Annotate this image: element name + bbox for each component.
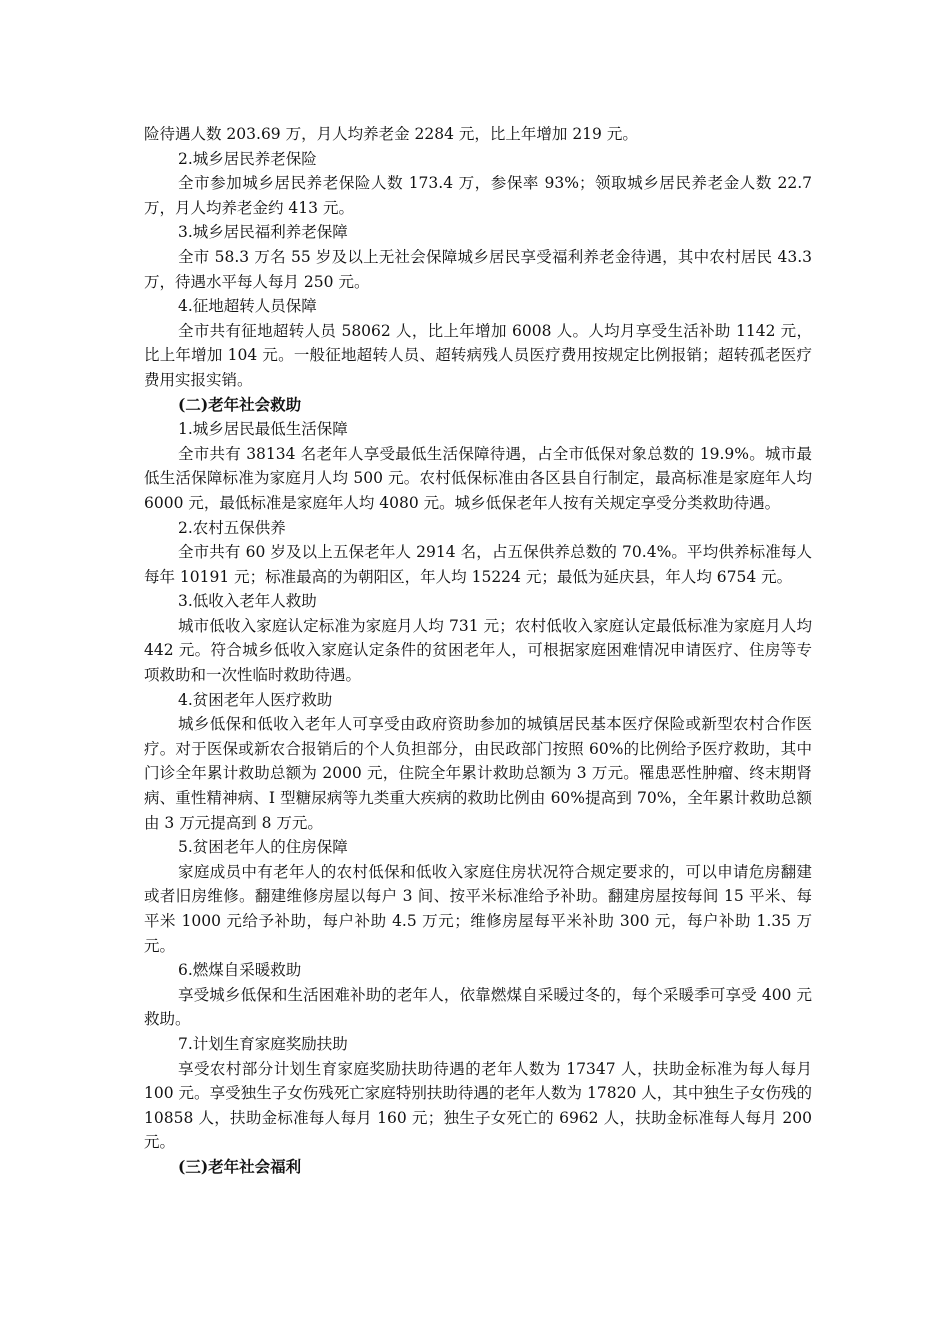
subsection-title: 7.计划生育家庭奖励扶助 (178, 1034, 348, 1053)
subsection-title: 3.低收入老年人救助 (178, 592, 317, 611)
paragraph: 城乡低保和低收入老年人可享受由政府资助参加的城镇居民基本医疗保险或新型农村合作医疗。对于医保或新农合报销后的个人负担部分，由民政部门按照 60%的比例给予医疗救助，其中门诊全年累计救助总额为 2000 元，住院全年累计救助总额为 3 万元。罹患恶性肿瘤、终末期肾病、重性精神病、I 型糖尿病等九类重大疾病的救助比例由 60%提高到 70%，全年累计救助总额由 3 万元提高到 8 万元。 (144, 715, 812, 832)
subsection-title: 2.农村五保供养 (178, 518, 286, 537)
paragraph: 享受农村部分计划生育家庭奖励扶助待遇的老年人数为 17347 人，扶助金标准为每人每月 100 元。享受独生子女伤残死亡家庭特别扶助待遇的老年人数为 17820 人，其中独生子女伤残的 10858 人，扶助金标准每人每月 160 元；独生子女死亡的 6962 人，扶助金标准每人每月 200 元。 (144, 1059, 812, 1152)
subsection-title: 6.燃煤自采暖救助 (178, 961, 302, 980)
section-heading: (二)老年社会救助 (178, 394, 302, 414)
subsection-title: 4.征地超转人员保障 (178, 297, 317, 316)
paragraph: 全市 58.3 万名 55 岁及以上无社会保障城乡居民享受福利养老金待遇，其中农村居民 43.3 万，待遇水平每人每月 250 元。 (144, 247, 812, 291)
paragraph: 享受城乡低保和生活困难补助的老年人，依靠燃煤自采暖过冬的，每个采暖季可享受 400 元救助。 (144, 985, 812, 1029)
paragraph: 城市低收入家庭认定标准为家庭月人均 731 元；农村低收入家庭认定最低标准为家庭月人均 442 元。符合城乡低收入家庭认定条件的贫困老年人，可根据家庭困难情况申请医疗、住房等专项救助和一次性临时救助待遇。 (144, 616, 812, 685)
section-heading: (三)老年社会福利 (178, 1156, 302, 1176)
paragraph: 全市共有 38134 名老年人享受最低生活保障待遇，占全市低保对象总数的 19.9%。城市最低生活保障标准为家庭月人均 500 元。农村低保标准由各区县自行制定，最高标准是家庭年人均 6000 元，最低标准是家庭年人均 4080 元。城乡低保老年人按有关规定享受分类救助待遇。 (144, 444, 812, 512)
paragraph-continuation: 险待遇人数 203.69 万，月人均养老金 2284 元，比上年增加 219 元。 (144, 125, 638, 143)
subsection-title: 5.贫困老年人的住房保障 (178, 838, 348, 857)
subsection-title: 4.贫困老年人医疗救助 (178, 690, 333, 709)
paragraph: 全市共有 60 岁及以上五保老年人 2914 名，占五保供养总数的 70.4%。平均供养标准每人每年 10191 元；标准最高的为朝阳区，年人均 15224 元；最低为延庆县，年人均 6754 元。 (144, 543, 812, 586)
paragraph: 全市共有征地超转人员 58062 人，比上年增加 6008 人。人均月享受生活补助 1142 元，比上年增加 104 元。一般征地超转人员、超转病残人员医疗费用按规定比例报销；超转孤老医疗费用实报实销。 (144, 321, 812, 389)
subsection-title: 2.城乡居民养老保险 (178, 149, 317, 168)
subsection-title: 3.城乡居民福利养老保障 (178, 223, 348, 242)
paragraph: 全市参加城乡居民养老保险人数 173.4 万，参保率 93%；领取城乡居民养老金人数 22.7 万，月人均养老金约 413 元。 (144, 174, 812, 217)
paragraph: 家庭成员中有老年人的农村低保和低收入家庭住房状况符合规定要求的，可以申请危房翻建或者旧房维修。翻建维修房屋以每户 3 间、按平米标准给予补助。翻建房屋按每间 15 平米、每平米 1000 元给予补助，每户补助 4.5 万元；维修房屋每平米补助 300 元，每户补助 1.35 万元。 (144, 862, 812, 955)
subsection-title: 1.城乡居民最低生活保障 (178, 420, 348, 439)
document-page (144, 122, 812, 1180)
